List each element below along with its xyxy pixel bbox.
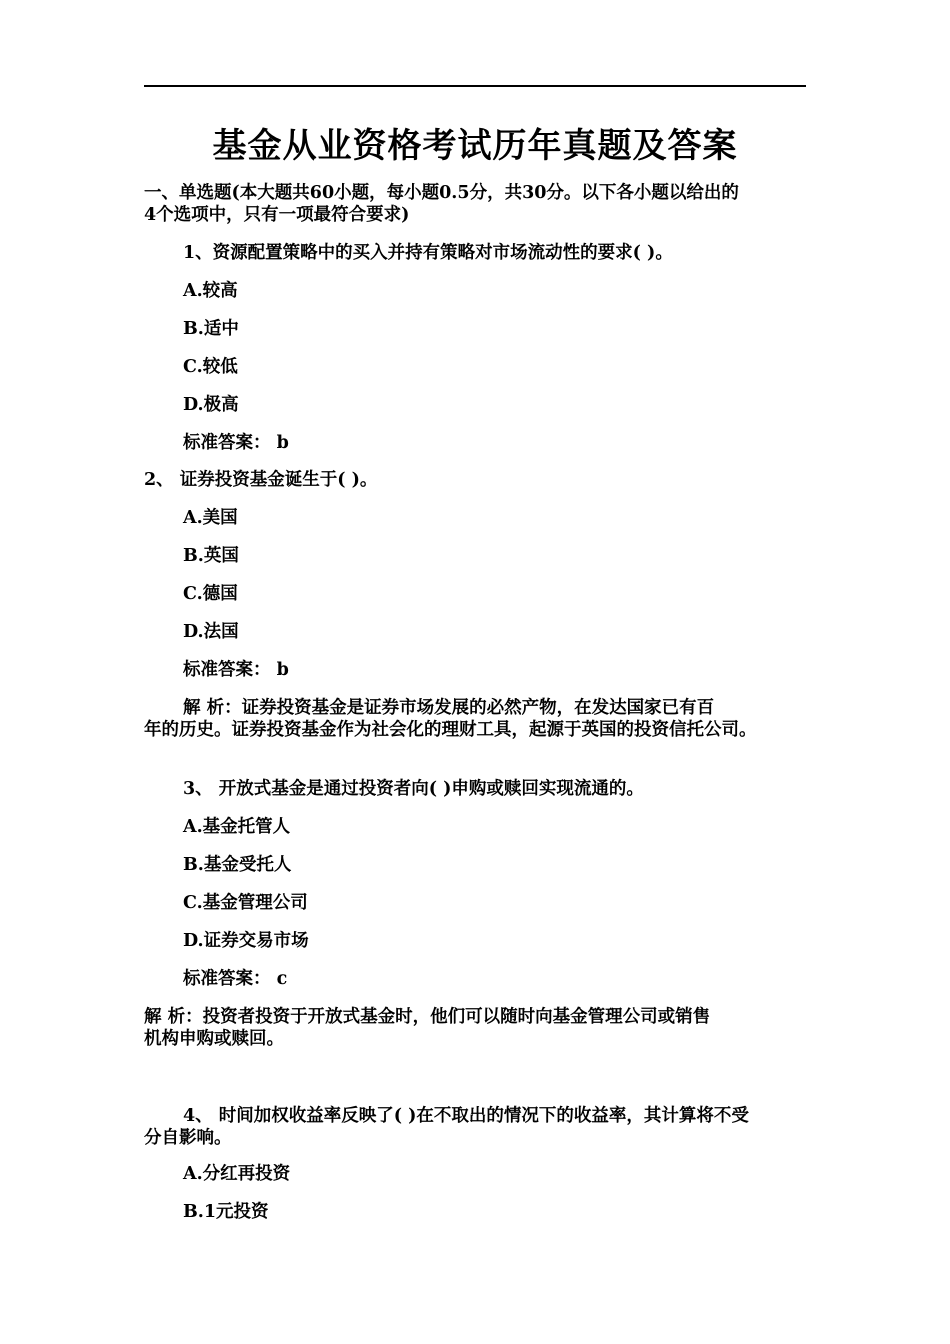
page-title: 基金从业资格考试历年真题及答案 — [212, 126, 738, 166]
question-2-option-c: C.德国 — [183, 584, 238, 604]
question-1-option-c: C.较低 — [183, 357, 238, 377]
question-3-option-c: C.基金管理公司 — [183, 893, 308, 913]
question-1-option-a: A.较高 — [183, 281, 238, 301]
question-3-option-d: D.证券交易市场 — [183, 931, 309, 951]
section-heading-line-1: 一、单选题(本大题共60小题，每小题0.5分，共30分。以下各小题以给出的 — [144, 183, 739, 203]
question-3-stem: 3、 开放式基金是通过投资者向( )申购或赎回实现流通的。 — [183, 779, 644, 799]
question-1-stem: 1、资源配置策略中的买入并持有策略对市场流动性的要求( )。 — [183, 243, 673, 263]
question-2-analysis-line-1: 解 析：证券投资基金是证券市场发展的必然产物，在发达国家已有百 — [183, 698, 715, 718]
question-2-option-b: B.英国 — [183, 546, 239, 566]
question-4-option-a: A.分红再投资 — [183, 1164, 291, 1184]
question-1-answer: 标准答案： b — [183, 433, 289, 453]
question-2-stem: 2、 证券投资基金诞生于( )。 — [144, 470, 378, 490]
header-rule — [144, 85, 806, 87]
question-2-option-d: D.法国 — [183, 622, 239, 642]
question-4-stem-line-1: 4、 时间加权收益率反映了( )在不取出的情况下的收益率，其计算将不受 — [183, 1106, 749, 1126]
section-heading-line-2: 4个选项中，只有一项最符合要求) — [144, 205, 410, 225]
question-4-stem-line-2: 分自影响。 — [144, 1128, 232, 1148]
question-3-answer: 标准答案： c — [183, 969, 288, 989]
question-2-option-a: A.美国 — [183, 508, 238, 528]
question-3-option-a: A.基金托管人 — [183, 817, 291, 837]
question-4-option-b: B.1元投资 — [183, 1202, 269, 1222]
question-2-analysis-line-2: 年的历史。证券投资基金作为社会化的理财工具，起源于英国的投资信托公司。 — [144, 720, 757, 740]
question-3-analysis-line-2: 机构申购或赎回。 — [144, 1029, 284, 1049]
question-1-option-b: B.适中 — [183, 319, 239, 339]
question-2-answer: 标准答案： b — [183, 660, 289, 680]
question-3-analysis-line-1: 解 析：投资者投资于开放式基金时，他们可以随时向基金管理公司或销售 — [144, 1007, 711, 1027]
question-3-option-b: B.基金受托人 — [183, 855, 292, 875]
question-1-option-d: D.极高 — [183, 395, 239, 415]
